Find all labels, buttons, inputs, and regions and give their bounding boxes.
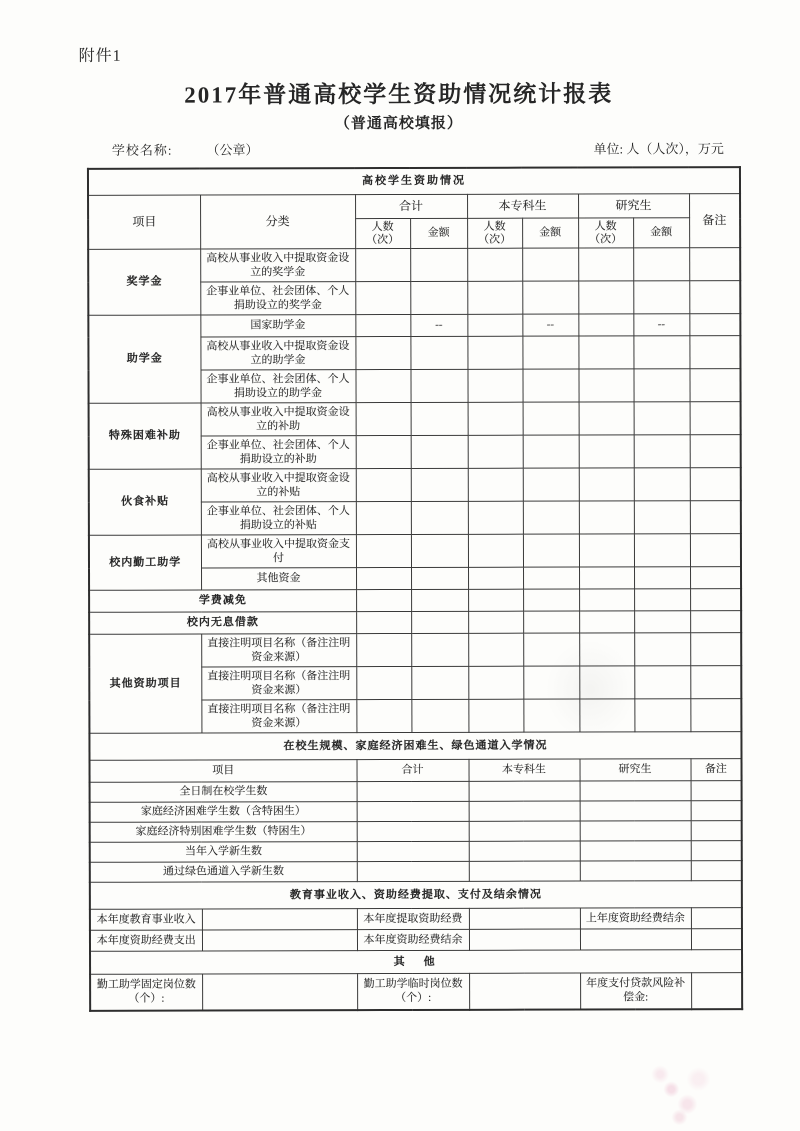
remark-cell (690, 666, 741, 699)
s2-row-label: 家庭经济特别困难学生数（特困生） (90, 822, 357, 843)
data-cell (468, 633, 523, 666)
data-cell (522, 281, 578, 314)
school-name-line (112, 139, 259, 158)
data-cell (411, 567, 468, 589)
category-cell: 国家助学金 (200, 315, 355, 337)
school-name-label: 学校名称: (111, 142, 173, 158)
data-cell (356, 666, 411, 699)
section4-caption: 其 他 (90, 950, 742, 975)
data-cell (411, 611, 468, 633)
data-cell (410, 281, 467, 314)
data-cell (468, 611, 523, 633)
table-row (90, 801, 742, 823)
col-header-item: 项目 (88, 195, 200, 249)
data-cell (467, 314, 522, 336)
category-cell: 高校从事业收入中提取资金设立的补助 (201, 403, 356, 436)
remark-cell (690, 611, 741, 633)
data-cell (580, 821, 691, 841)
data-cell (355, 314, 410, 336)
col-header-undergrad: 本专科生 (467, 194, 578, 218)
remark-cell (690, 699, 741, 732)
col-header-amount-undergrad: 金额 (522, 218, 578, 248)
data-cell (356, 534, 411, 567)
table-row (88, 248, 740, 283)
data-cell (467, 369, 522, 402)
category-cell: 高校从事业收入中提取资金设立的奖学金 (200, 249, 355, 282)
page-subtitle: （普通高校填报） (334, 115, 463, 133)
col-header-total: 合计 (355, 194, 467, 218)
s3-label-prev-year-balance: 上年度资助经费结余 (580, 908, 691, 929)
data-cell (579, 468, 634, 501)
data-cell (579, 633, 634, 666)
data-cell (633, 281, 689, 314)
remark-cell (691, 781, 742, 801)
data-cell (469, 908, 580, 929)
data-cell (469, 821, 580, 841)
data-cell (579, 699, 634, 732)
data-cell (579, 666, 634, 699)
s2-row-label: 当年入学新生数 (90, 842, 357, 863)
table-row (90, 781, 742, 803)
data-cell (356, 501, 411, 534)
data-cell (580, 781, 691, 801)
scan-pink-smudge (599, 1029, 759, 1129)
table-row (88, 314, 740, 338)
data-cell (467, 336, 522, 369)
data-cell (357, 861, 469, 881)
s4-label-temp-posts: 勤工助学临时岗位数（个）: (357, 973, 469, 1009)
data-cell (522, 248, 578, 281)
data-cell (634, 567, 690, 589)
data-cell (578, 314, 633, 336)
item-cell-other-aid: 其他资助项目 (89, 634, 201, 733)
data-cell (579, 402, 634, 435)
s2-row-label: 通过绿色通道入学新生数 (90, 862, 357, 883)
data-cell (411, 468, 468, 501)
remark-cell (690, 501, 741, 534)
remark-cell (690, 534, 741, 567)
data-cell (467, 248, 522, 281)
data-cell (634, 611, 690, 633)
data-cell (523, 435, 579, 468)
s2-row-label: 全日制在校学生数 (90, 782, 357, 803)
category-cell: 直接注明项目名称（备注注明资金来源） (201, 667, 356, 700)
section1-header-row-1 (88, 194, 740, 220)
data-cell (411, 435, 468, 468)
remark-cell (691, 821, 742, 841)
item-cell-work-study: 校内勤工助学 (89, 535, 201, 590)
category-cell: 直接注明项目名称（备注注明资金来源） (201, 634, 356, 667)
table-row (90, 841, 742, 863)
s4-label-risk-fund: 年度支付贷款风险补偿金: (580, 973, 691, 1009)
table-row (89, 402, 741, 437)
data-cell (634, 402, 690, 435)
s3-label-withdrawn-funds: 本年度提取资助经费 (357, 908, 469, 929)
col-header-remark: 备注 (689, 194, 740, 248)
remark-cell (691, 801, 742, 821)
data-cell (202, 930, 357, 951)
data-cell (356, 435, 411, 468)
remark-cell (691, 861, 742, 881)
data-cell-dash: -- (410, 314, 467, 336)
data-cell (467, 281, 522, 314)
s3-label-edu-income: 本年度教育事业收入 (90, 909, 202, 930)
table-row (90, 861, 742, 883)
data-cell (202, 974, 357, 1010)
data-cell (357, 841, 469, 861)
data-cell (410, 369, 467, 402)
data-cell (468, 666, 523, 699)
data-cell (410, 248, 467, 281)
remark-cell (690, 633, 741, 666)
table-row (90, 821, 742, 843)
section3-caption-row (90, 881, 742, 910)
data-cell (411, 699, 468, 732)
data-cell (579, 501, 634, 534)
data-cell-dash: -- (522, 314, 578, 336)
data-cell (522, 369, 578, 402)
category-cell: 高校从事业收入中提取资金设立的补贴 (201, 469, 356, 502)
table-row (89, 633, 741, 668)
data-cell (691, 908, 742, 929)
data-cell (523, 501, 579, 534)
category-cell: 高校从事业收入中提取资金支付 (201, 535, 356, 568)
table-row (89, 589, 741, 613)
data-cell (691, 929, 742, 950)
table-row (90, 908, 742, 931)
data-cell (578, 369, 633, 402)
category-cell: 企事业单位、社会团体、个人捐助设立的助学金 (200, 370, 355, 403)
data-cell (633, 369, 689, 402)
merged-row-tuition-waiver: 学费减免 (89, 590, 356, 613)
data-cell (523, 666, 579, 699)
data-cell (691, 973, 742, 1009)
remark-cell (690, 589, 741, 611)
data-cell-dash: -- (633, 314, 689, 336)
s2-col-header-undergrad: 本专科生 (469, 759, 580, 781)
remark-cell (690, 567, 741, 589)
data-cell (469, 801, 580, 821)
s2-col-header-total: 合计 (357, 759, 469, 781)
col-header-count-undergrad: 人数 （次） (467, 218, 522, 248)
data-cell (468, 534, 523, 567)
section3-caption: 教育事业收入、资助经费提取、支付及结余情况 (90, 881, 742, 910)
data-cell (579, 589, 634, 611)
col-header-graduate: 研究生 (578, 194, 689, 218)
data-cell (523, 633, 579, 666)
unit-label: 单位: 人（人次），万元 (593, 141, 724, 157)
data-cell (469, 841, 580, 861)
data-cell (410, 336, 467, 369)
data-cell (468, 589, 523, 611)
remark-cell (690, 468, 741, 501)
s2-col-header-graduate: 研究生 (580, 759, 691, 781)
table-row (89, 534, 741, 569)
data-cell (202, 909, 357, 930)
data-cell (634, 699, 690, 732)
s2-col-header-remark: 备注 (691, 759, 742, 781)
data-cell (523, 589, 579, 611)
table-row (89, 611, 741, 635)
data-cell (523, 699, 579, 732)
data-cell (355, 248, 410, 281)
item-cell-grant: 助学金 (88, 315, 200, 403)
data-cell (523, 611, 579, 633)
data-cell (579, 611, 634, 633)
data-cell (356, 589, 411, 611)
data-cell (357, 781, 469, 801)
data-cell (355, 281, 410, 314)
data-cell (411, 402, 468, 435)
s2-row-label: 家庭经济困难学生数（含特困生） (90, 802, 357, 823)
section2-caption-row (89, 732, 741, 761)
data-cell (469, 973, 580, 1009)
data-cell (411, 501, 468, 534)
s3-label-current-balance: 本年度资助经费结余 (357, 929, 469, 950)
section1-caption: 高校学生资助情况 (88, 167, 740, 195)
data-cell (578, 248, 633, 281)
data-cell (523, 567, 579, 589)
data-cell (356, 567, 411, 589)
category-cell: 企事业单位、社会团体、个人捐助设立的奖学金 (200, 282, 355, 315)
table-row (90, 973, 742, 1011)
table-row (90, 929, 742, 952)
data-cell (522, 336, 578, 369)
data-cell (579, 435, 634, 468)
data-cell (469, 929, 580, 950)
data-cell (634, 534, 690, 567)
data-cell (580, 841, 691, 861)
data-cell (578, 281, 633, 314)
col-header-count-graduate: 人数 （次） (578, 218, 633, 248)
s4-label-fixed-posts: 勤工助学固定岗位数（个）: (90, 974, 202, 1010)
col-header-category: 分类 (200, 195, 355, 249)
data-cell (580, 801, 691, 821)
remark-cell (689, 369, 740, 402)
data-cell (411, 589, 468, 611)
data-cell (356, 611, 411, 633)
data-cell (580, 929, 691, 950)
data-cell (634, 633, 690, 666)
section4-caption-row (90, 950, 742, 975)
data-cell (633, 248, 689, 281)
section2-header-row (90, 759, 742, 783)
remark-cell (690, 402, 741, 435)
data-cell (356, 699, 411, 732)
data-cell (468, 567, 523, 589)
data-cell (468, 435, 523, 468)
category-cell: 企事业单位、社会团体、个人捐助设立的补贴 (201, 502, 356, 535)
data-cell (523, 402, 579, 435)
data-cell (634, 589, 690, 611)
item-cell-scholarship: 奖学金 (88, 249, 200, 315)
data-cell (357, 821, 469, 841)
data-cell (634, 435, 690, 468)
col-header-amount-graduate: 金额 (633, 218, 689, 248)
remark-cell (691, 841, 742, 861)
data-cell (468, 402, 523, 435)
data-cell (469, 861, 580, 881)
data-cell (578, 336, 633, 369)
data-cell (634, 468, 690, 501)
category-cell: 企事业单位、社会团体、个人捐助设立的补助 (201, 436, 356, 469)
data-cell (634, 666, 690, 699)
item-cell-food-subsidy: 伙食补贴 (89, 469, 201, 535)
remark-cell (689, 336, 740, 369)
attachment-label: 附件1 (78, 47, 122, 65)
aid-statistics-table (87, 166, 743, 1011)
category-cell: 高校从事业收入中提取资金设立的助学金 (200, 337, 355, 370)
section2-caption: 在校生规模、家庭经济困难生、绿色通道入学情况 (89, 732, 741, 761)
merged-row-interest-free-loan: 校内无息借款 (89, 612, 356, 635)
s3-label-aid-expenditure: 本年度资助经费支出 (90, 930, 202, 951)
data-cell (579, 567, 634, 589)
data-cell (634, 501, 690, 534)
remark-cell (689, 281, 740, 314)
col-header-count-total: 人数 （次） (355, 218, 410, 248)
data-cell (356, 402, 411, 435)
data-cell (411, 666, 468, 699)
data-cell (411, 633, 468, 666)
table-row (89, 468, 741, 503)
remark-cell (689, 248, 740, 281)
data-cell (355, 369, 410, 402)
meta-row (112, 138, 724, 159)
col-header-amount-total: 金额 (410, 218, 467, 248)
section1-caption-row (88, 167, 740, 195)
data-cell (523, 468, 579, 501)
data-cell (355, 336, 410, 369)
data-cell (468, 468, 523, 501)
data-cell (633, 336, 689, 369)
data-cell (468, 699, 523, 732)
data-cell (579, 534, 634, 567)
remark-cell (690, 435, 741, 468)
data-cell (357, 801, 469, 821)
s2-col-header-item: 项目 (90, 760, 357, 783)
remark-cell (689, 314, 740, 336)
data-cell (469, 781, 580, 801)
data-cell (356, 633, 411, 666)
data-cell (523, 534, 579, 567)
category-cell: 直接注明项目名称（备注注明资金来源） (201, 700, 356, 733)
data-cell (356, 468, 411, 501)
page-title: 2017年普通高校学生资助情况统计报表 (184, 81, 614, 108)
item-cell-hardship: 特殊困难补助 (89, 403, 201, 469)
seal-label: （公章） (206, 142, 259, 158)
category-cell: 其他资金 (201, 568, 356, 590)
data-cell (580, 861, 691, 881)
data-cell (411, 534, 468, 567)
data-cell (468, 501, 523, 534)
